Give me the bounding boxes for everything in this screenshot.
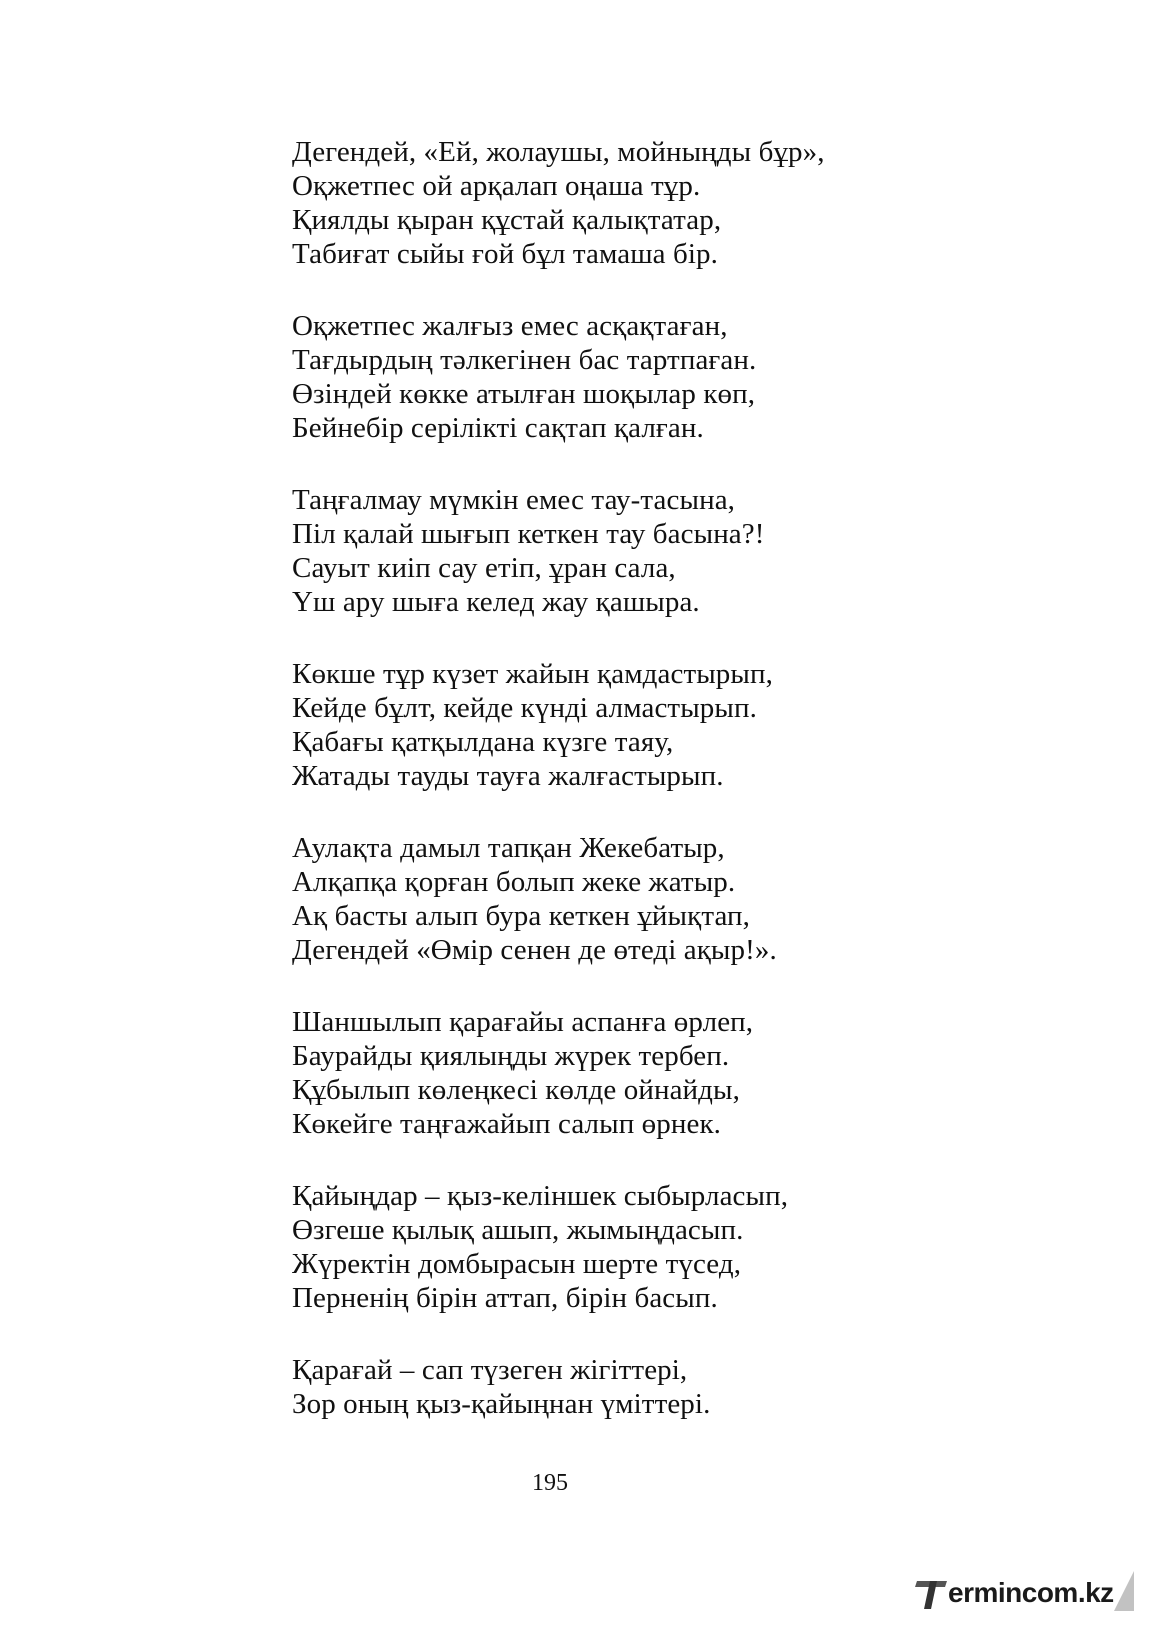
poem-line: Перненің бірін аттап, бірін басып.: [292, 1282, 718, 1314]
stanza: [292, 135, 912, 271]
poem: [292, 135, 912, 1459]
page-number: 195: [532, 1470, 568, 1496]
poem-line: Кейде бұлт, кейде күнді алмастырып.: [292, 692, 757, 724]
poem-line: Табиғат сыйы ғой бұл тамаша бір.: [292, 238, 718, 270]
poem-line: Жүректін домбырасын шерте түсед,: [292, 1248, 742, 1280]
poem-line: Сауыт киіп сау етіп, ұран сала,: [292, 552, 676, 584]
stanza: [292, 657, 912, 793]
poem-line: Тағдырдың тәлкегінен бас тартпаған.: [292, 344, 757, 376]
poem-line: Оқжетпес жалғыз емес асқақтаған,: [292, 310, 728, 342]
poem-line: Дегендей «Өмір сенен де өтеді ақыр!».: [292, 934, 777, 966]
poem-line: Жатады тауды тауға жалғастырып.: [292, 760, 724, 792]
stanza: [292, 483, 912, 619]
watermark-text: ermincom.kz: [948, 1577, 1114, 1608]
poem-line: Қайыңдар – қыз-келіншек сыбырласып,: [292, 1180, 789, 1212]
poem-line: Оқжетпес ой арқалап оңаша тұр.: [292, 170, 701, 202]
poem-line: Таңғалмау мүмкін емес тау-тасына,: [292, 484, 736, 516]
poem-line: Зор оның қыз-қайыңнан үміттері.: [292, 1388, 711, 1420]
poem-line: Көкейге таңғажайып салып өрнек.: [292, 1108, 722, 1140]
poem-line: Қарағай – сап түзеген жігіттері,: [292, 1354, 688, 1386]
stanza: [292, 1005, 912, 1141]
triangle-icon: [1114, 1571, 1134, 1611]
stanza: [292, 309, 912, 445]
poem-line: Өзгеше қылық ашып, жымыңдасып.: [292, 1214, 744, 1246]
poem-line: Қиялды қыран құстай қалықтатар,: [292, 204, 722, 236]
poem-line: Баурайды қиялыңды жүрек тербеп.: [292, 1040, 730, 1072]
poem-line: Дегендей, «Ей, жолаушы, мойныңды бұр»,: [292, 136, 825, 168]
poem-line: Қабағы қатқылдана күзге таяу,: [292, 726, 674, 758]
poem-line: Алқапқа қорған болып жеке жатыр.: [292, 866, 736, 898]
poem-line: Көкше тұр күзет жайын қамдастырып,: [292, 658, 773, 690]
t-logo-icon: [916, 1575, 946, 1611]
poem-line: Құбылып көлеңкесі көлде ойнайды,: [292, 1074, 740, 1106]
poem-line: Өзіндей көкке атылған шоқылар көп,: [292, 378, 756, 410]
terminkom-watermark: [916, 1571, 1134, 1615]
poem-line: Шаншылып қарағайы аспанға өрлеп,: [292, 1006, 754, 1038]
poem-line: Ақ басты алып бура кеткен ұйықтап,: [292, 900, 751, 932]
poem-line: Үш ару шыға келед жау қашыра.: [292, 586, 700, 618]
stanza: [292, 1353, 912, 1421]
stanza: [292, 831, 912, 967]
poem-line: Піл қалай шығып кеткен тау басына?!: [292, 518, 765, 550]
poem-line: Бейнебір серілікті сақтап қалған.: [292, 412, 704, 444]
poem-line: Аулақта дамыл тапқан Жекебатыр,: [292, 832, 725, 864]
stanza: [292, 1179, 912, 1315]
